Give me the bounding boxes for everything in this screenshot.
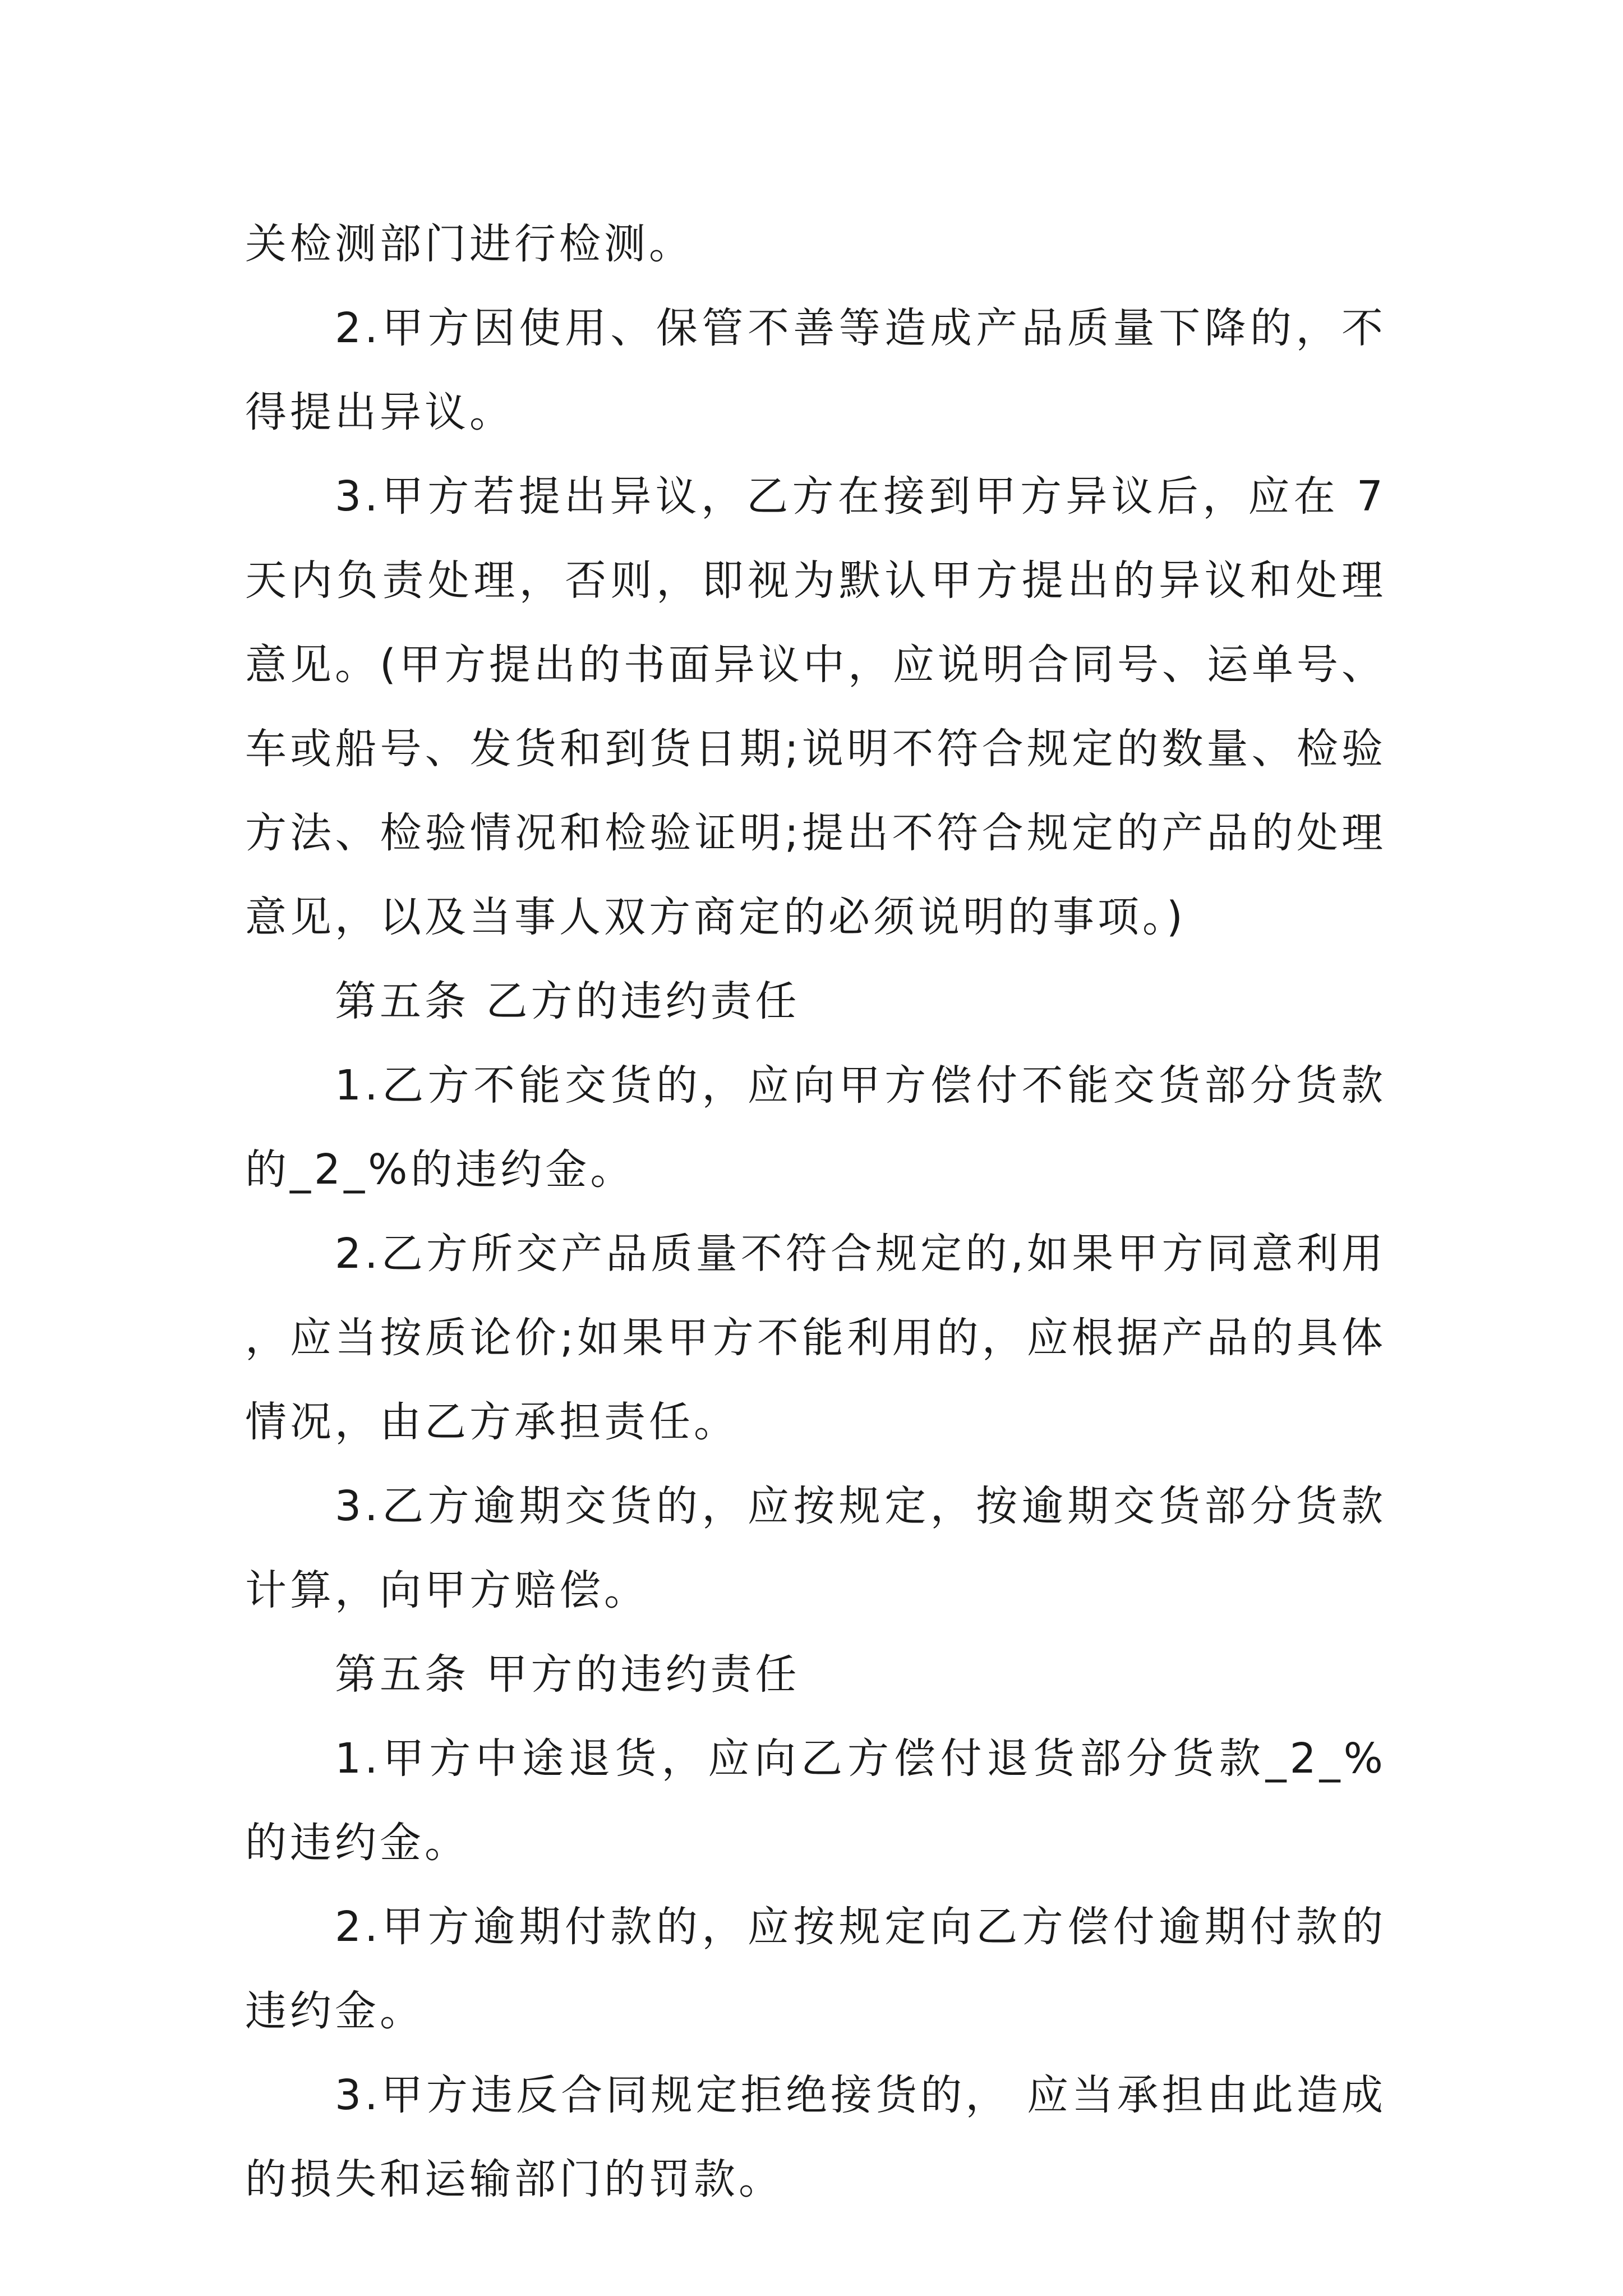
paragraph-clause-6-2: 2.甲方逾期付款的，应按规定向乙方偿付逾期付款的违约金。 (245, 1903, 1386, 2035)
paragraph-clause-4-3: 3.甲方若提出异议，乙方在接到甲方异议后，应在 7天内负责处理，否则，即视为默认甲方提出的异议和处理意见。(甲方提出的书面异议中，应说明合同号、运单号、车或船号、发货和到货日期;说明不符合规定的数量、检验方法、检验情况和检验证明;提出不符合规定的产品的处理意见，以及当事人双方商定的必须说明的事项。) (245, 472, 1386, 941)
paragraph-clause-5-1: 1.乙方不能交货的，应向甲方偿付不能交货部分货款的_2_%的违约金。 (245, 1061, 1386, 1194)
paragraph-clause-5-2: 2.乙方所交产品质量不符合规定的,如果甲方同意利用，应当按质论价;如果甲方不能利用的，应根据产品的具体情况，由乙方承担责任。 (245, 1230, 1386, 1446)
section-heading-seller-liability: 第五条 乙方的违约责任 (335, 977, 800, 1025)
paragraph-continuation: 关检测部门进行检测。 (245, 220, 694, 268)
document-body (245, 202, 1386, 2221)
paragraph-clause-5-3: 3.乙方逾期交货的，应按规定，按逾期交货部分货款计算，向甲方赔偿。 (245, 1482, 1386, 1614)
paragraph-clause-6-1: 1.甲方中途退货，应向乙方偿付退货部分货款_2_%的违约金。 (245, 1734, 1386, 1867)
section-heading-buyer-liability: 第五条 甲方的违约责任 (335, 1650, 800, 1699)
paragraph-clause-4-2: 2.甲方因使用、保管不善等造成产品质量下降的，不得提出异议。 (245, 304, 1386, 436)
paragraph-clause-6-3: 3.甲方违反合同规定拒绝接货的， 应当承担由此造成的损失和运输部门的罚款。 (245, 2071, 1386, 2203)
